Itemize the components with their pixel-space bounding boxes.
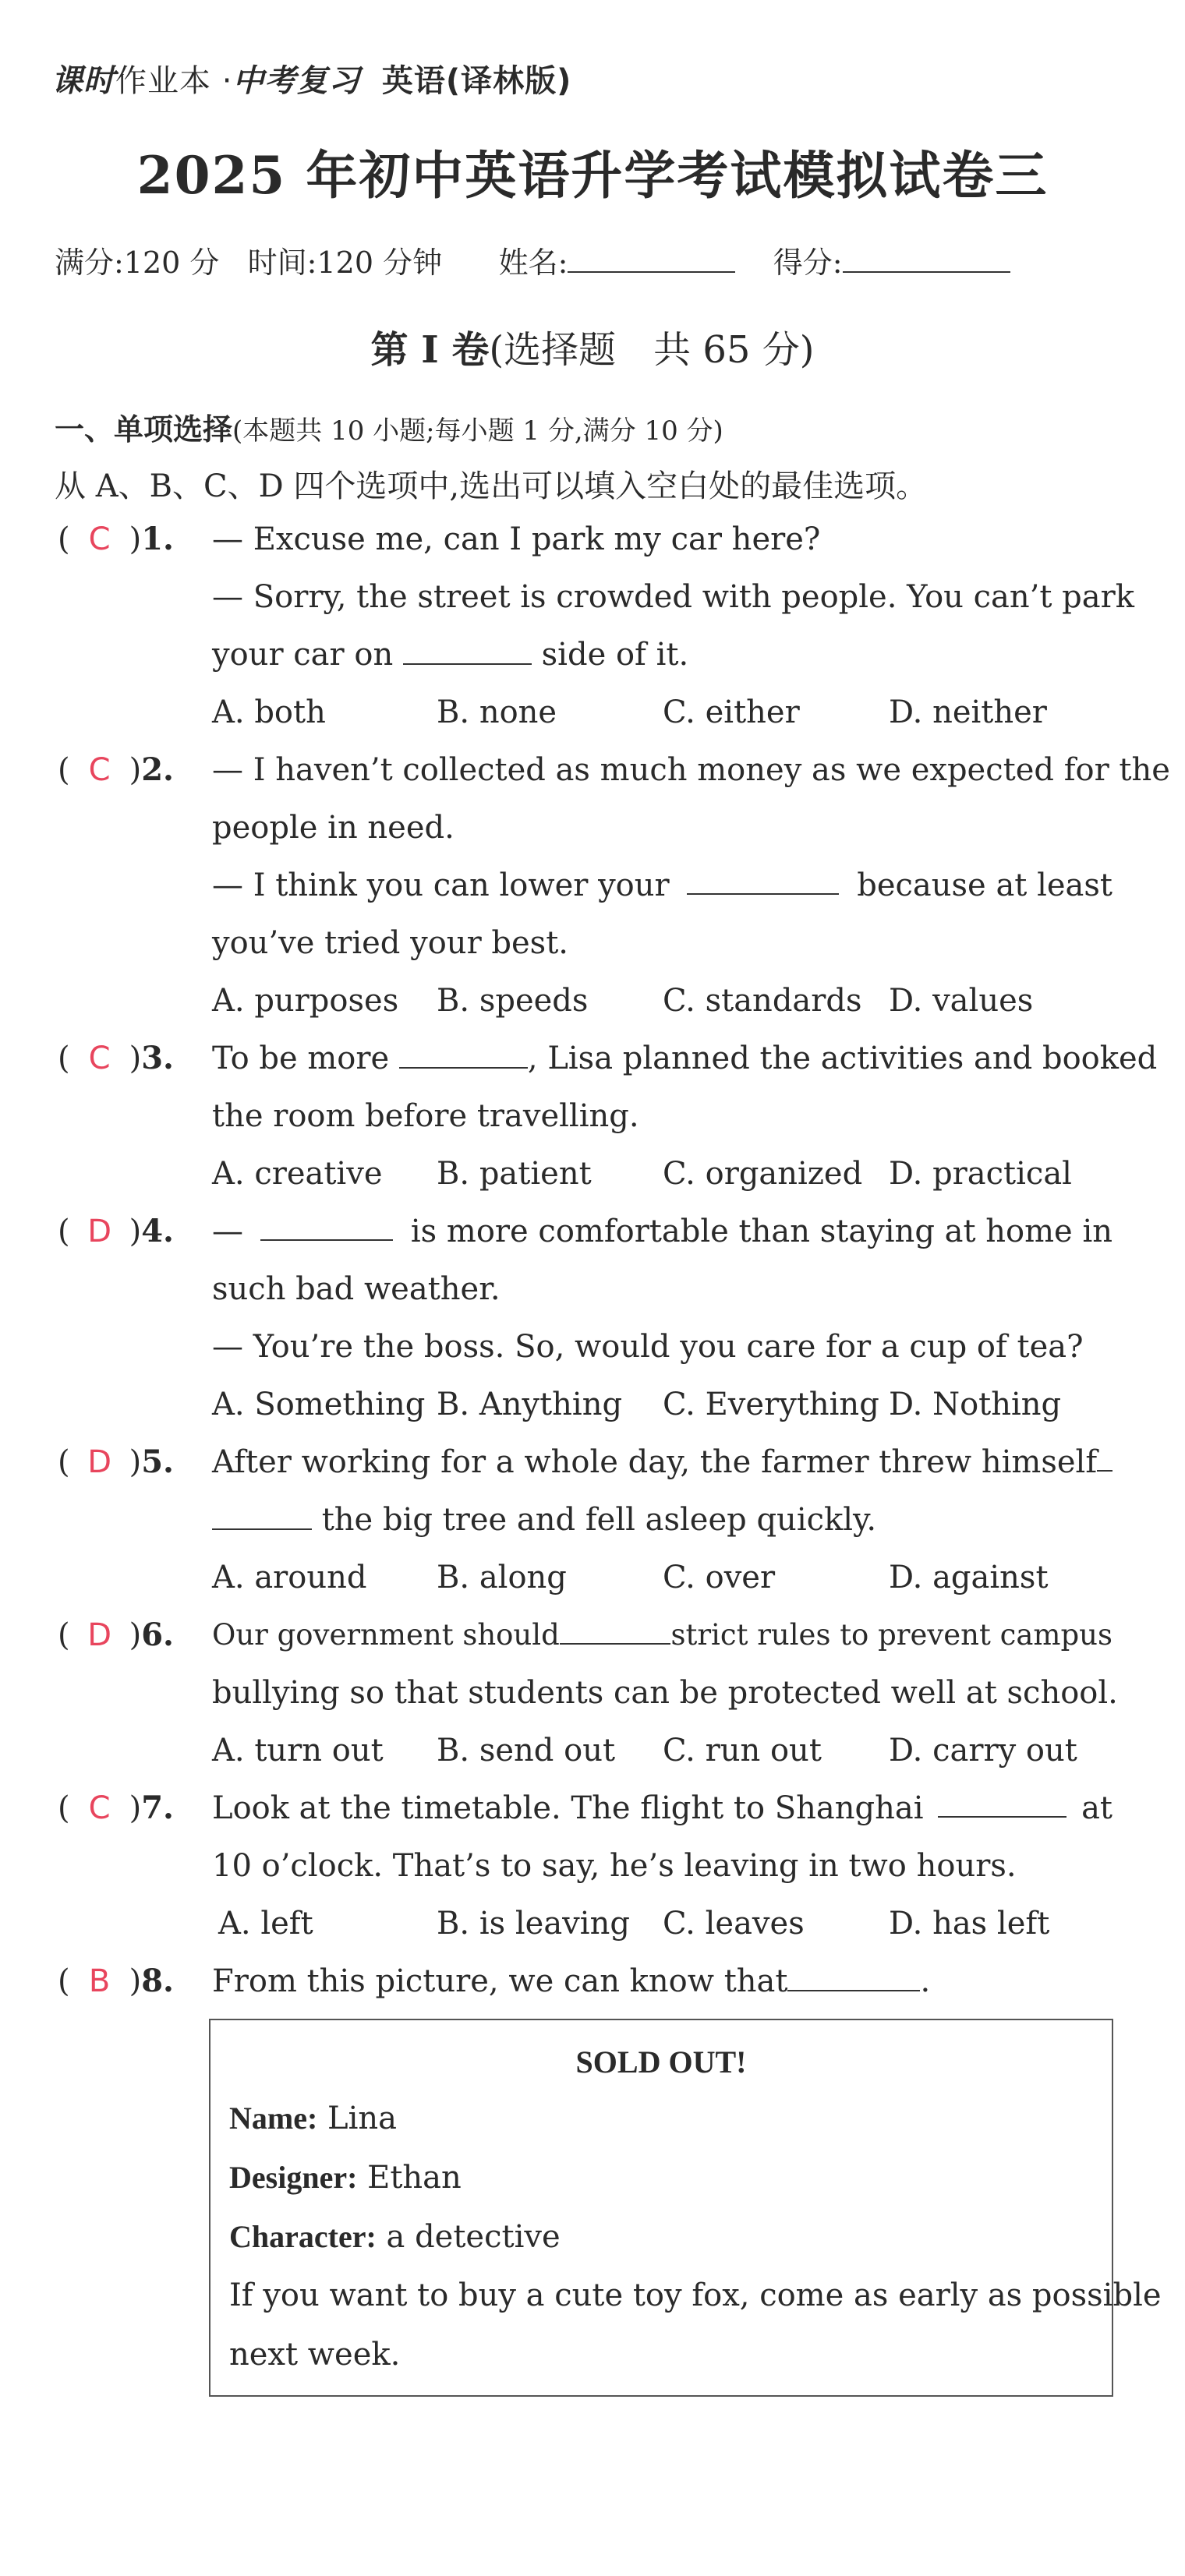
notice-body-line-2: next week.: [229, 2337, 401, 2373]
answer-1: C: [88, 521, 111, 557]
option-a[interactable]: A. around: [212, 1560, 367, 1595]
sold-out-notice: [209, 2019, 1162, 2397]
answer-8: B: [88, 1963, 111, 1999]
question-number: 2.: [141, 751, 174, 788]
option-b[interactable]: B. is leaving: [437, 1906, 630, 1942]
option-d[interactable]: D. has left: [889, 1906, 1050, 1942]
question-2-marker: ( C )2.: [58, 751, 174, 788]
option-d[interactable]: D. neither: [889, 694, 1047, 730]
answer-blank[interactable]: [787, 1963, 920, 1991]
answer-3: C: [88, 1041, 111, 1076]
exam-meta: [55, 239, 1010, 281]
option-d[interactable]: D. Nothing: [889, 1387, 1062, 1422]
section-subtitle: (选择题 共 65 分): [489, 328, 815, 372]
score-blank[interactable]: [843, 245, 1010, 273]
answer-7: C: [88, 1790, 111, 1826]
subject-label: 英语(译林版): [381, 63, 572, 99]
part-heading-note: (本题共 10 小题;每小题 1 分,满分 10 分): [232, 415, 723, 447]
question-5-line-2: the big tree and fell asleep quickly.: [212, 1501, 876, 1539]
question-7-line-1: Look at the timetable. The flight to Shanghai at: [212, 1790, 1112, 1826]
answer-blank[interactable]: [560, 1617, 671, 1645]
part-instruction: 从 A、B、C、D 四个选项中,选出可以填入空白处的最佳选项。: [55, 468, 928, 504]
option-c[interactable]: C. organized: [663, 1156, 863, 1192]
option-a[interactable]: A. left: [218, 1906, 313, 1942]
question-5-line-1: After working for a whole day, the farmer threw himself: [212, 1443, 1112, 1481]
series-name-bold: 课时: [51, 63, 115, 99]
question-8-line-1: From this picture, we can know that .: [212, 1963, 931, 1999]
question-1-line-2: — Sorry, the street is crowded with people. You can’t park: [212, 579, 1134, 615]
question-2-line-4: you’ve tried your best.: [212, 925, 568, 961]
option-c[interactable]: C. Everything: [663, 1387, 879, 1422]
question-2-line-2: people in need.: [212, 810, 455, 846]
option-b[interactable]: B. along: [437, 1560, 567, 1595]
answer-blank[interactable]: [687, 867, 839, 895]
option-a[interactable]: A. creative: [212, 1156, 383, 1192]
option-b[interactable]: B. none: [437, 694, 557, 730]
option-a[interactable]: A. both: [212, 694, 326, 730]
question-1-line-1: — Excuse me, can I park my car here?: [212, 521, 821, 557]
answer-blank-start[interactable]: [1097, 1443, 1112, 1472]
notice-character-row: Character: a detective: [229, 2219, 561, 2255]
question-2-line-3: — I think you can lower your because at least: [212, 868, 1112, 903]
series-name-rest: 作业本 ·: [115, 63, 233, 99]
notice-designer-row: Designer: Ethan: [229, 2160, 462, 2196]
question-number: 7.: [141, 1790, 174, 1826]
question-3-line-2: the room before travelling.: [212, 1098, 639, 1134]
question-7-line-2: 10 o’clock. That’s to say, he’s leaving in two hours.: [212, 1848, 1017, 1884]
question-number: 8.: [141, 1963, 174, 1999]
question-number: 1.: [141, 521, 174, 557]
section-name: 第 I 卷: [370, 328, 490, 372]
question-7-marker: ( C )7.: [58, 1790, 174, 1826]
option-d[interactable]: D. practical: [889, 1156, 1072, 1192]
notice-name-row: Name: Lina: [229, 2101, 397, 2136]
question-number: 4.: [141, 1213, 174, 1249]
answer-blank-end[interactable]: [212, 1502, 312, 1530]
answer-blank[interactable]: [260, 1213, 393, 1241]
part-heading-label: 一、单项选择: [55, 412, 233, 447]
answer-5: D: [87, 1444, 112, 1480]
notice-body-line-1: If you want to buy a cute toy fox, come as early as possible: [229, 2277, 1162, 2313]
part-heading: [55, 405, 723, 448]
option-b[interactable]: B. patient: [437, 1156, 592, 1192]
question-6-line-2: bullying so that students can be protected well at school.: [212, 1675, 1118, 1711]
question-6-marker: ( D )6.: [58, 1617, 174, 1653]
exam-title: 2025 年初中英语升学考试模拟试卷三: [136, 145, 1049, 206]
question-6-line-1: Our government should strict rules to prevent campus: [212, 1618, 1112, 1652]
option-d[interactable]: D. against: [889, 1560, 1049, 1595]
question-number: 6.: [141, 1617, 174, 1653]
option-c[interactable]: C. standards: [663, 983, 862, 1019]
notice-title: SOLD OUT!: [575, 2044, 747, 2080]
question-number: 5.: [141, 1443, 174, 1480]
name-blank[interactable]: [568, 245, 735, 273]
question-8-marker: ( B )8.: [58, 1963, 174, 1999]
answer-blank[interactable]: [938, 1790, 1066, 1818]
question-4-line-3: — You’re the boss. So, would you care for a cup of tea?: [212, 1329, 1084, 1365]
question-4-line-1: — is more comfortable than staying at home in: [212, 1214, 1112, 1249]
exam-time: 时间:120 分钟: [247, 246, 443, 280]
option-d[interactable]: D. carry out: [889, 1733, 1077, 1769]
option-a[interactable]: A. purposes: [212, 983, 399, 1019]
option-d[interactable]: D. values: [889, 983, 1034, 1019]
option-c[interactable]: C. leaves: [663, 1906, 805, 1942]
option-c[interactable]: C. either: [663, 694, 800, 730]
full-marks: 满分:120 分: [55, 246, 220, 280]
question-5-marker: ( D )5.: [58, 1443, 174, 1480]
name-label: 姓名:: [498, 246, 568, 280]
answer-blank[interactable]: [403, 637, 532, 665]
option-c[interactable]: C. over: [663, 1560, 776, 1595]
option-b[interactable]: B. speeds: [437, 983, 589, 1019]
question-4-marker: ( D )4.: [58, 1213, 174, 1249]
section-title: [0, 320, 1185, 373]
question-number: 3.: [141, 1040, 174, 1076]
series-name-bold-2: 中考复习: [232, 63, 361, 99]
answer-4: D: [87, 1214, 112, 1249]
answer-blank[interactable]: [399, 1041, 528, 1069]
question-4-line-2: such bad weather.: [212, 1271, 501, 1307]
score-label: 得分:: [773, 246, 843, 280]
running-header: [51, 56, 571, 101]
question-3-line-1: To be more , Lisa planned the activities and booked: [212, 1041, 1158, 1076]
option-b[interactable]: B. Anything: [437, 1387, 623, 1422]
question-2-line-1: — I haven’t collected as much money as we expected for the: [212, 752, 1170, 788]
option-b[interactable]: B. send out: [437, 1733, 616, 1769]
option-a[interactable]: A. turn out: [212, 1733, 384, 1769]
answer-2: C: [88, 752, 111, 788]
question-3-marker: ( C )3.: [58, 1040, 174, 1076]
option-a[interactable]: A. Something: [212, 1387, 426, 1422]
question-1-marker: ( C )1.: [58, 521, 174, 557]
question-1-line-3: your car on side of it.: [212, 637, 689, 673]
option-c[interactable]: C. run out: [663, 1733, 822, 1769]
answer-6: D: [87, 1617, 112, 1653]
